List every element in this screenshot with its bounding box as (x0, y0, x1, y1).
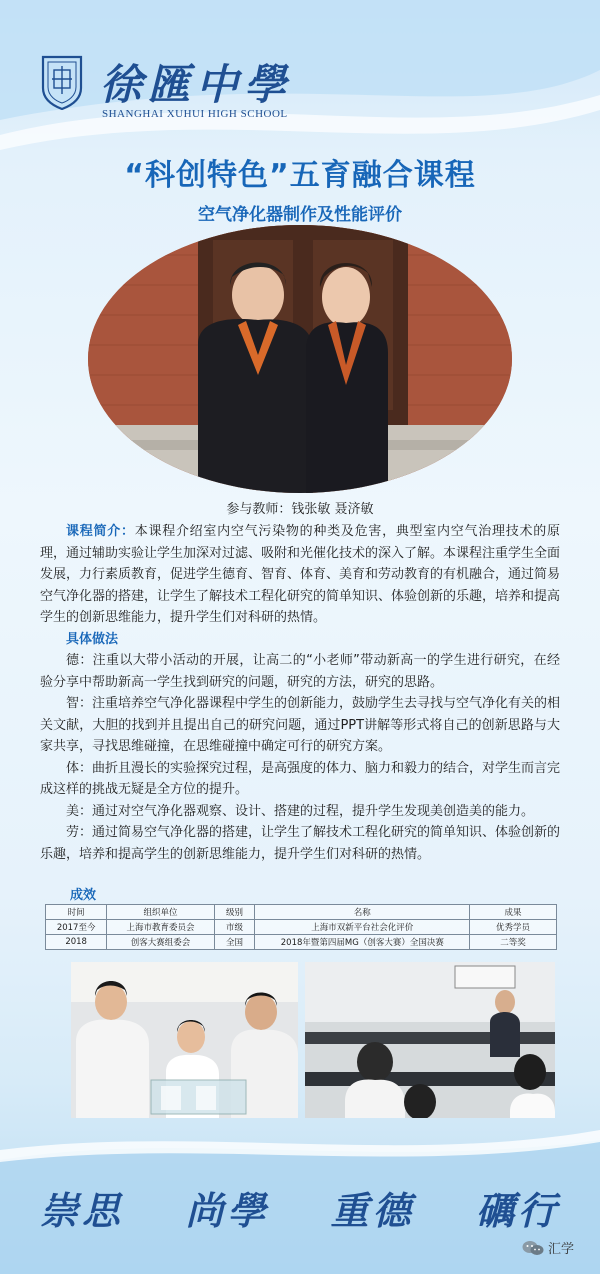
course-body (40, 521, 560, 865)
column-header: 成果 (470, 905, 557, 920)
method-item-mei: 美：通过对空气净化器观察、设计、搭建的过程，提升学生发现美创造美的能力。 (66, 803, 535, 819)
school-header (40, 50, 360, 130)
table-cell: 2018 (46, 935, 107, 950)
table-row (46, 935, 557, 950)
method-item-zhi: 智：注重培养空气净化器课程中学生的创新能力，鼓励学生去寻找与空气净化有关的相关文献，大胆的找到并且提出自己的研究问题，通过PPT讲解等形式将自己的创新思路与大家共享，寻找思维碰撞，在思维碰撞中确定可行的研究方案。 (40, 696, 561, 754)
students-lab-photo (305, 962, 555, 1118)
table-cell: 2017至今 (46, 920, 107, 935)
intro-paragraph (40, 521, 560, 629)
wechat-icon (522, 1240, 544, 1256)
wechat-account-label: 汇学 (548, 1242, 575, 1257)
school-name-cn: 徐匯中學 (100, 60, 293, 109)
table-cell: 优秀学员 (470, 920, 557, 935)
column-header: 组织单位 (107, 905, 214, 920)
column-header: 时间 (46, 905, 107, 920)
school-motto (40, 1180, 560, 1235)
photo-caption: 参与教师：钱张敏 聂济敏 (226, 502, 374, 517)
method-item-de: 德：注重以大带小活动的开展，让高二的“小老师”带动新高一的学生进行研究，在经验分享中帮助新高一学生找到研究的问题，研究的方法，研究的思路。 (40, 653, 560, 690)
column-header: 级别 (214, 905, 255, 920)
table-cell: 2018年暨第四届MG（创客大赛）全国决赛 (255, 935, 470, 950)
motto-word: 重德 (330, 1188, 415, 1233)
motto-word: 礪行 (475, 1188, 560, 1233)
method-item-lao: 劳：通过简易空气净化器的搭建，让学生了解技术工程化研究的简单知识、体验创新的乐趣，培养和提高学生的创新思维能力，提升学生们对科研的热情。 (40, 825, 561, 862)
results-heading: 成效 (70, 888, 97, 903)
table-cell: 全国 (214, 935, 255, 950)
column-header: 名称 (255, 905, 470, 920)
table-cell: 上海市双新平台社会化评价 (255, 920, 470, 935)
intro-heading: 课程简介： (66, 524, 135, 539)
motto-word: 尚學 (185, 1188, 270, 1233)
table-cell: 市级 (214, 920, 255, 935)
school-crest-icon (40, 54, 84, 110)
students-building-photo (71, 962, 298, 1118)
school-name-en: SHANGHAI XUHUI HIGH SCHOOL (102, 108, 288, 120)
results-header-row (46, 905, 557, 920)
poster-title: “科创特色”五育融合课程 (124, 158, 476, 193)
teachers-photo (88, 225, 512, 493)
poster-subtitle: 空气净化器制作及性能评价 (198, 205, 402, 225)
wechat-watermark (522, 1238, 574, 1257)
results-table (45, 904, 557, 950)
motto-word: 崇思 (40, 1188, 125, 1233)
table-cell: 上海市教育委员会 (107, 920, 214, 935)
table-cell: 创客大赛组委会 (107, 935, 214, 950)
table-cell: 二等奖 (470, 935, 557, 950)
intro-text: 本课程介绍室内空气污染物的种类及危害，典型室内空气治理技术的原理，通过辅助实验让学生加深对过滤、吸附和光催化技术的深入了解。本课程注重学生全面发展，力行素质教育，促进学生德育、智育、体育、美育和劳动教育的有机融合，通过简易空气净化器的搭建，让学生了解技术工程化研究的简单知识、体验创新的乐趣，培养和提高学生的创新思维能力，提升学生们对科研的热情。 (40, 524, 561, 625)
method-item-ti: 体：曲折且漫长的实验探究过程，是高强度的体力、脑力和毅力的结合，对学生而言完成这样的挑战无疑是全方位的提升。 (40, 760, 561, 797)
table-row (46, 920, 557, 935)
methods-heading: 具体做法 (66, 631, 119, 647)
